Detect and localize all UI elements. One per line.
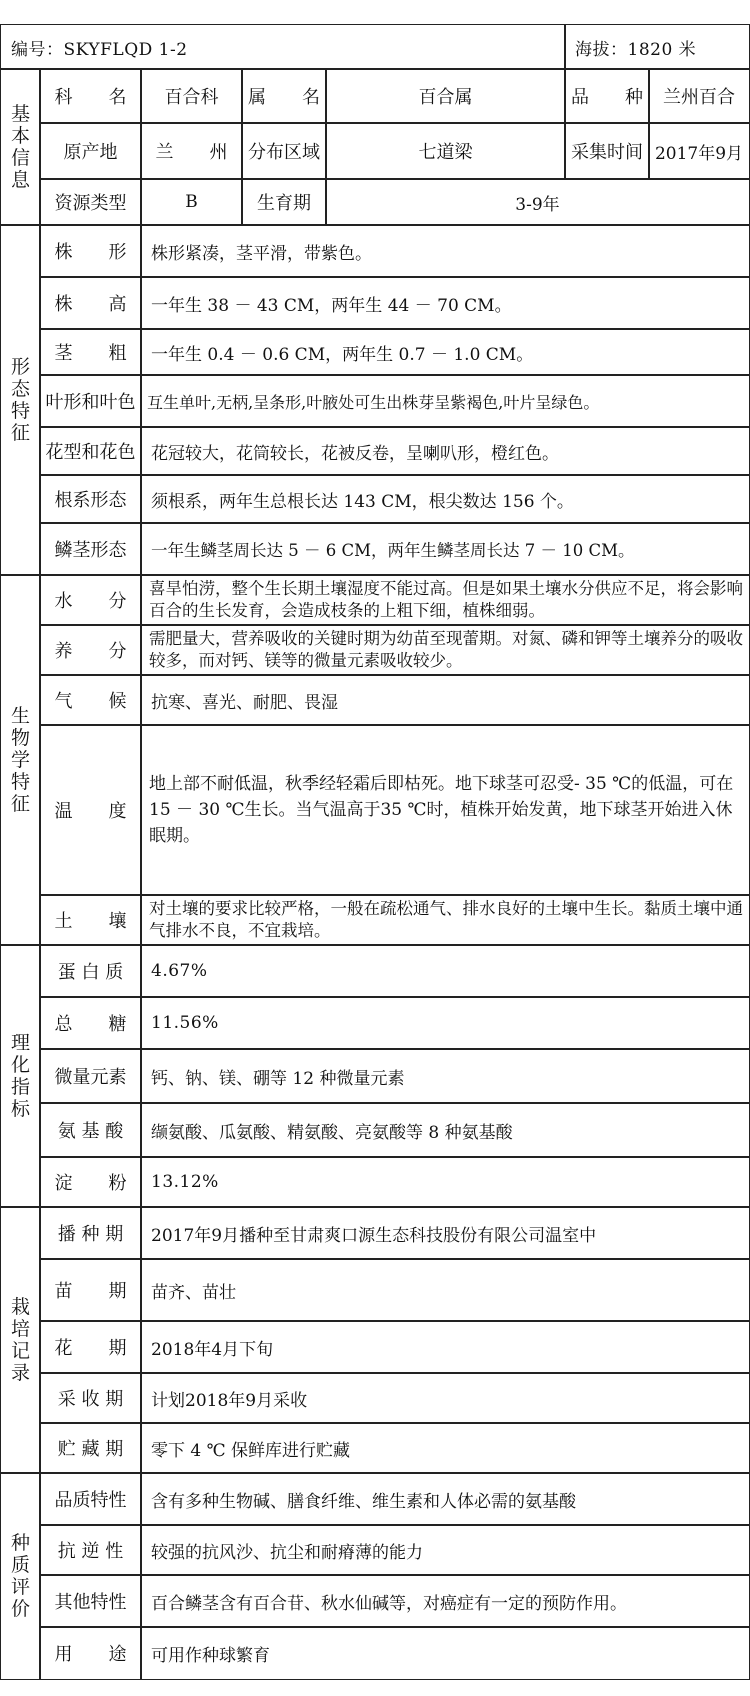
morphology-label-2: 茎 粗 xyxy=(39,328,142,376)
distribution-value: 七道梁 xyxy=(325,122,566,180)
genus-label: 属 名 xyxy=(241,68,327,124)
morphology-label-3: 叶形和叶色 xyxy=(39,374,142,428)
evaluation-label-1: 抗 逆 性 xyxy=(39,1524,142,1576)
cultivation-label-3: 采 收 期 xyxy=(39,1372,142,1424)
record-code: 编号：SKYFLQD 1-2 xyxy=(0,24,566,70)
physchem-label-2: 微量元素 xyxy=(39,1048,142,1104)
physchem-value-1: 11.56% xyxy=(140,996,750,1050)
origin-value: 兰 州 xyxy=(140,122,243,180)
evaluation-value-1: 较强的抗风沙、抗尘和耐瘠薄的能力 xyxy=(140,1524,750,1576)
morphology-label-0: 株 形 xyxy=(39,224,142,278)
biology-value-3: 地上部不耐低温，秋季经轻霜后即枯死。地下球茎可忍受- 35 ℃的低温，可在15 － 30 ℃生长。当气温高于35 ℃时，植株开始发黄，地下球茎开始进入休眠期。 xyxy=(140,724,750,896)
altitude: 海拔：1820 米 xyxy=(564,24,750,70)
physchem-value-4: 13.12% xyxy=(140,1156,750,1208)
biology-value-0: 喜旱怕涝，整个生长期土壤湿度不能过高。但是如果土壤水分供应不足，将会影响百合的生长发育，会造成枝条的上粗下细，植株细弱。 xyxy=(140,574,750,626)
family-label: 科 名 xyxy=(39,68,142,124)
family-value: 百合科 xyxy=(140,68,243,124)
section-morphology: 形态特征 xyxy=(0,224,41,576)
cultivation-label-0: 播 种 期 xyxy=(39,1206,142,1260)
morphology-label-1: 株 高 xyxy=(39,276,142,330)
morphology-value-3: 互生单叶,无柄,呈条形,叶腋处可生出株芽呈紫褐色,叶片呈绿色。 xyxy=(140,374,750,428)
evaluation-value-2: 百合鳞茎含有百合苷、秋水仙碱等，对癌症有一定的预防作用。 xyxy=(140,1574,750,1628)
evaluation-label-0: 品质特性 xyxy=(39,1472,142,1526)
physchem-label-3: 氨 基 酸 xyxy=(39,1102,142,1158)
biology-value-1: 需肥量大，营养吸收的关键时期为幼苗至现蕾期。对氮、磷和钾等土壤养分的吸收较多，而对钙、镁等的微量元素吸收较少。 xyxy=(140,624,750,676)
morphology-label-4: 花型和花色 xyxy=(39,426,142,476)
physchem-label-1: 总 糖 xyxy=(39,996,142,1050)
section-evaluation: 种质评价 xyxy=(0,1472,41,1680)
morphology-value-5: 须根系，两年生总根长达 143 CM，根尖数达 156 个。 xyxy=(140,474,750,524)
origin-label: 原产地 xyxy=(39,122,142,180)
cultivation-value-0: 2017年9月播种至甘肃爽口源生态科技股份有限公司温室中 xyxy=(140,1206,750,1260)
physchem-value-0: 4.67% xyxy=(140,944,750,998)
morphology-label-6: 鳞茎形态 xyxy=(39,522,142,576)
cultivation-value-1: 苗齐、苗壮 xyxy=(140,1258,750,1322)
cultivation-value-3: 计划2018年9月采收 xyxy=(140,1372,750,1424)
cultivation-value-2: 2018年4月下旬 xyxy=(140,1320,750,1374)
section-cultivation: 栽培记录 xyxy=(0,1206,41,1474)
variety-value: 兰州百合 xyxy=(648,68,750,124)
evaluation-value-0: 含有多种生物碱、膳食纤维、维生素和人体必需的氨基酸 xyxy=(140,1472,750,1526)
biology-value-4: 对土壤的要求比较严格，一般在疏松通气、排水良好的土壤中生长。黏质土壤中通气排水不良，不宜栽培。 xyxy=(140,894,750,946)
morphology-value-1: 一年生 38 － 43 CM，两年生 44 － 70 CM。 xyxy=(140,276,750,330)
genus-value: 百合属 xyxy=(325,68,566,124)
section-physchem: 理化指标 xyxy=(0,944,41,1208)
evaluation-label-3: 用 途 xyxy=(39,1626,142,1680)
biology-label-0: 水 分 xyxy=(39,574,142,626)
morphology-value-4: 花冠较大，花筒较长，花被反卷，呈喇叭形，橙红色。 xyxy=(140,426,750,476)
cultivation-label-1: 苗 期 xyxy=(39,1258,142,1322)
physchem-label-4: 淀 粉 xyxy=(39,1156,142,1208)
biology-label-3: 温 度 xyxy=(39,724,142,896)
collect-time-value: 2017年9月 xyxy=(648,122,750,180)
morphology-value-0: 株形紧凑，茎平滑，带紫色。 xyxy=(140,224,750,278)
cultivation-label-2: 花 期 xyxy=(39,1320,142,1374)
variety-label: 品 种 xyxy=(564,68,650,124)
growth-period-label: 生育期 xyxy=(241,178,327,226)
distribution-label: 分布区域 xyxy=(241,122,327,180)
morphology-value-2: 一年生 0.4 － 0.6 CM，两年生 0.7 － 1.0 CM。 xyxy=(140,328,750,376)
evaluation-label-2: 其他特性 xyxy=(39,1574,142,1628)
cultivation-value-4: 零下 4 ℃ 保鲜库进行贮藏 xyxy=(140,1422,750,1474)
section-biology: 生物学特征 xyxy=(0,574,41,946)
section-basic-info: 基本信息 xyxy=(0,68,41,226)
biology-label-4: 土 壤 xyxy=(39,894,142,946)
biology-label-1: 养 分 xyxy=(39,624,142,676)
collect-time-label: 采集时间 xyxy=(564,122,650,180)
resource-type-label: 资源类型 xyxy=(39,178,142,226)
growth-period-value: 3-9年 xyxy=(325,178,750,226)
biology-value-2: 抗寒、喜光、耐肥、畏湿 xyxy=(140,674,750,726)
resource-type-value: B xyxy=(140,178,243,226)
evaluation-value-3: 可用作种球繁育 xyxy=(140,1626,750,1680)
physchem-label-0: 蛋 白 质 xyxy=(39,944,142,998)
physchem-value-3: 缬氨酸、瓜氨酸、精氨酸、亮氨酸等 8 种氨基酸 xyxy=(140,1102,750,1158)
morphology-value-6: 一年生鳞茎周长达 5 － 6 CM，两年生鳞茎周长达 7 － 10 CM。 xyxy=(140,522,750,576)
biology-label-2: 气 候 xyxy=(39,674,142,726)
morphology-label-5: 根系形态 xyxy=(39,474,142,524)
physchem-value-2: 钙、钠、镁、硼等 12 种微量元素 xyxy=(140,1048,750,1104)
cultivation-label-4: 贮 藏 期 xyxy=(39,1422,142,1474)
